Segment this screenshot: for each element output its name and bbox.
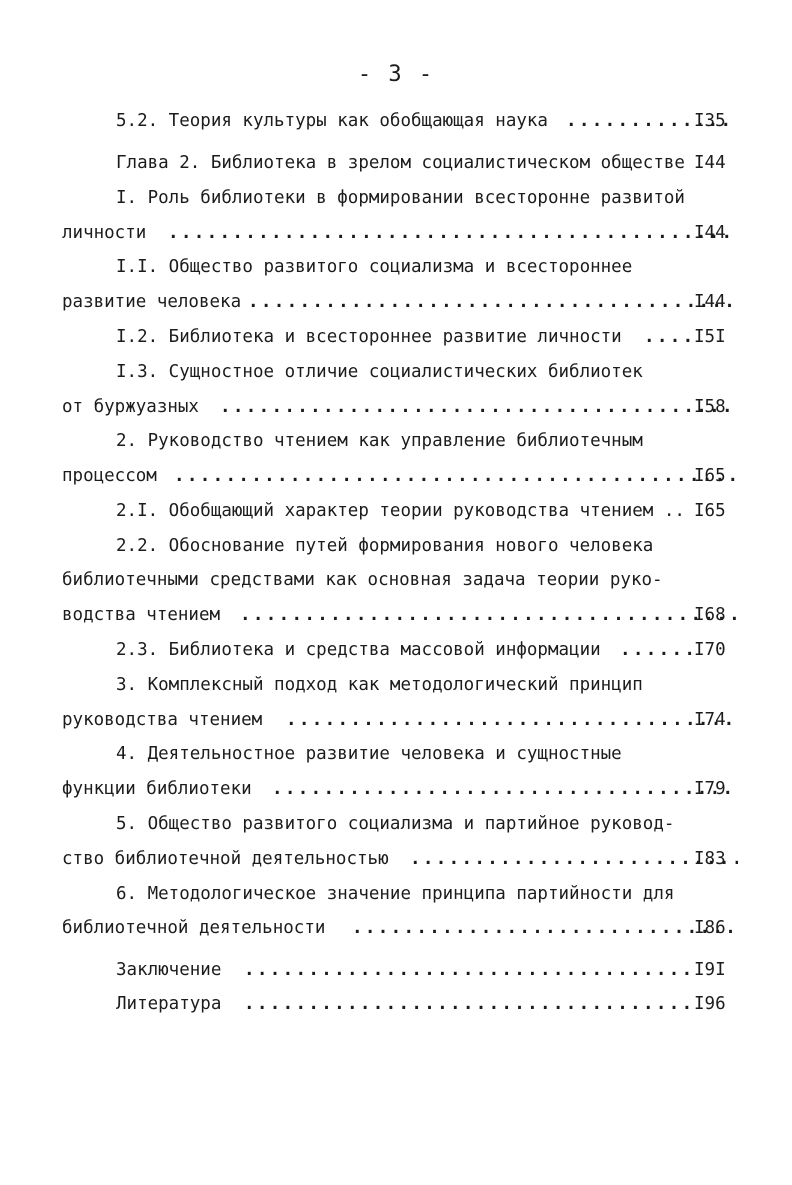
dot-leader <box>240 600 738 630</box>
toc-entry-title: ство библиотечной деятельностью <box>62 849 389 869</box>
toc-entry-title: 2.3. Библиотека и средства массовой информации <box>116 640 601 660</box>
toc-entry-page: I65 <box>694 501 726 521</box>
toc-entry-title: 5. Общество развитого социализма и партийное руковод- <box>116 814 675 834</box>
toc-entry-title: от буржуазных <box>62 397 199 417</box>
toc-entry-title: 3. Комплексный подход как методологический принцип <box>116 675 643 695</box>
dot-leader <box>644 322 698 352</box>
toc-entry <box>62 392 738 422</box>
toc-entry-page: I83 <box>694 849 726 869</box>
toc-entry-page: I44 <box>694 153 726 173</box>
toc-entry <box>62 218 738 248</box>
toc-entry <box>62 913 738 943</box>
dot-leader <box>286 705 738 735</box>
toc-entry-page: I68 <box>694 605 726 625</box>
toc-entry <box>116 989 736 1019</box>
toc-entry-title: функции библиотеки <box>62 779 252 799</box>
toc-entry-title: 2.2. Обоснование путей формирования нового человека <box>116 536 654 556</box>
dot-leader <box>220 392 738 422</box>
toc-entry-title: 5.2. Теория культуры как обобщающая наука <box>116 111 548 131</box>
toc-entry <box>116 879 736 909</box>
toc-entry-page: I70 <box>694 640 726 660</box>
toc-entry-page: I35 <box>694 111 726 131</box>
toc-entry <box>116 183 736 213</box>
toc-entry <box>116 357 736 387</box>
toc-entry-title: 4. Деятельностное развитие человека и сущностные <box>116 744 622 764</box>
toc-entry-title: 2. Руководство чтением как управление библиотечным <box>116 431 643 451</box>
toc-entry-page: I74 <box>694 710 726 730</box>
dot-leader <box>352 913 738 943</box>
toc-entry <box>116 496 736 526</box>
toc-entry-page: I44 <box>694 223 726 243</box>
toc-entry <box>116 635 736 665</box>
toc-entry <box>62 844 738 874</box>
toc-entry-title: Глава 2. Библиотека в зрелом социалистическом обществе <box>116 153 685 173</box>
toc-entry-page: I44 <box>694 292 726 312</box>
toc-entry <box>62 287 738 317</box>
toc-entry-page: I96 <box>694 994 726 1014</box>
toc-entry-page: I5I <box>694 327 726 347</box>
toc-entry <box>116 252 736 282</box>
toc-entry-title: 2.I. Обобщающий характер теории руководства чтением .. <box>116 501 685 521</box>
toc-entry-title: личности <box>62 223 147 243</box>
toc-entry <box>116 670 736 700</box>
toc-entry <box>116 739 736 769</box>
dot-leader <box>248 287 738 317</box>
toc-entry-title: развитие человека <box>62 292 242 312</box>
dot-leader <box>168 218 738 248</box>
toc-entry-title: процессом <box>62 466 157 486</box>
toc-entry <box>116 106 736 136</box>
page-number: - 3 - <box>357 62 435 87</box>
toc-entry-title: Литература <box>116 994 222 1014</box>
dot-leader <box>174 461 738 491</box>
toc-entry-page: I79 <box>694 779 726 799</box>
toc-entry-page: I9I <box>694 960 726 980</box>
toc-entry <box>116 531 736 561</box>
toc-entry <box>62 774 738 804</box>
toc-entry <box>62 461 738 491</box>
toc-entry <box>62 705 738 735</box>
toc-entry-page: I86 <box>694 918 726 938</box>
toc-entry-title: руководства чтением <box>62 710 263 730</box>
toc-entry <box>116 322 736 352</box>
toc-entry-title: библиотечной деятельности <box>62 918 326 938</box>
toc-entry <box>116 809 736 839</box>
dot-leader <box>620 635 698 665</box>
toc-entry-page: I65 <box>694 466 726 486</box>
dot-leader <box>410 844 738 874</box>
toc-entry <box>62 565 738 595</box>
toc-entry-title: водства чтением <box>62 605 221 625</box>
toc-entry <box>62 600 738 630</box>
dot-leader <box>244 955 698 985</box>
toc-entry-title: библиотечными средствами как основная задача теории руко- <box>62 570 663 590</box>
dot-leader <box>272 774 738 804</box>
toc-entry-title: I. Роль библиотеки в формировании всесторонне развитой <box>116 188 685 208</box>
toc-entry-title: I.3. Сущностное отличие социалистических библиотек <box>116 362 643 382</box>
dot-leader <box>244 989 698 1019</box>
toc-entry <box>116 426 736 456</box>
toc-entry-title: 6. Методологическое значение принципа партийности для <box>116 884 675 904</box>
toc-entry <box>116 148 736 178</box>
toc-entry <box>116 955 736 985</box>
toc-entry-title: I.2. Библиотека и всестороннее развитие личности <box>116 327 622 347</box>
toc-entry-title: I.I. Общество развитого социализма и всестороннее <box>116 257 633 277</box>
toc-entry-title: Заключение <box>116 960 222 980</box>
toc-entry-page: I58 <box>694 397 726 417</box>
